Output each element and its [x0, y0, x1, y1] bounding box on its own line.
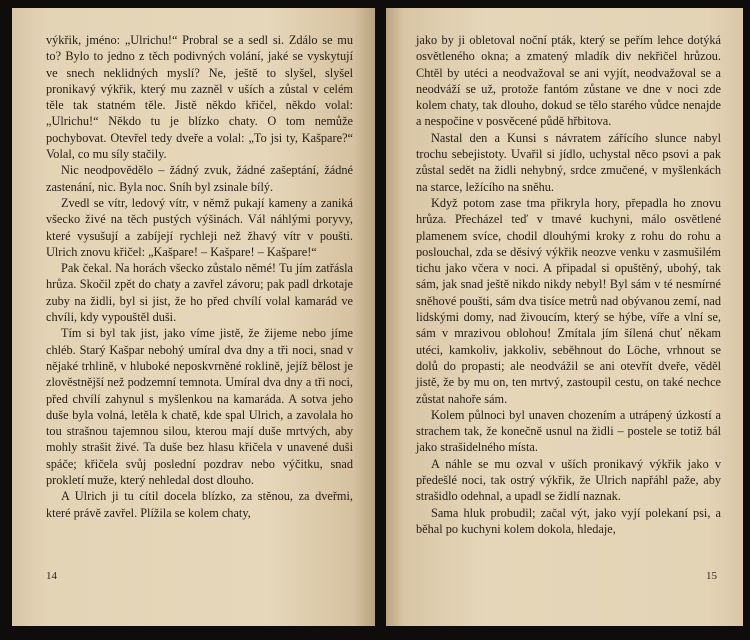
paragraph: Pak čekal. Na horách všecko zůstalo němé! Tu jím zatřásla hrůza. Skočil zpět do chaty a zavřel závoru; pak padl drkotaje zuby na židli, byl si jist, že ho před chvílí volal kamarád ve chvíli, kdy vypouštěl duši. [46, 261, 353, 325]
paragraph: A náhle se mu ozval v uších pronikavý výkřik jako v předešlé noci, tak ostrý výkřik, že Ulrich napřáhl paže, aby strašidlo odehnal, a upadl se židlí naznak. [416, 456, 721, 504]
left-page [12, 8, 375, 626]
left-page-text [46, 32, 353, 521]
paragraph: Nic neodpovědělo – žádný zvuk, žádné zašeptání, žádné zastenání, nic. Byla noc. Sníh byl zsinale bílý. [46, 163, 353, 194]
paragraph: Nastal den a Kunsi s návratem zářícího slunce nabyl trochu sebejistoty. Uvařil si jídlo, uchystal něco psovi a pak zůstal sedět na židli nehybný, srdce zmučené, v myšlenkách na starce, ležícího na sněhu. [416, 130, 721, 194]
paragraph: Zvedl se vítr, ledový vítr, v němž pukají kameny a zaniká všecko živé na těch pustých výšinách. Vál náhlými poryvy, které vysušují a zabíjejí rychleji než žhavý vítr v poušti. Ulrich znovu křičel: „Kašpare! – Kašpare! – Kašpare!“ [46, 195, 353, 259]
paragraph: výkřik, jméno: „Ulrichu!“ Probral se a sedl si. Zdálo se mu to? Bylo to jedno z těch podivných volání, jaké se vyskytují ve snech neklidných myslí? Ne, ještě to slyšel, slyšel pronikavý výkřik, který mu zazněl v uších a zůstal v celém těle tak statném těle. Jistě někdo křičel, někdo volal: „Ulrichu!“ Někdo tu je blízko chaty. O tom nemůže pochybovat. Otevřel tedy dveře a volal: „To jsi ty, Kašpare?“ Volal, co mu síly stačily. [46, 33, 353, 162]
paragraph: Kolem půlnoci byl unaven chozením a utrápený úzkostí a strachem tak, že konečně usnul na židli – postele se totiž bál jako strašidelného místa. [416, 407, 721, 455]
page-number: 14 [46, 570, 57, 582]
right-page-text [416, 32, 721, 537]
right-page [386, 8, 743, 626]
paragraph: Když potom zase tma přikryla hory, přepadla ho znovu hrůza. Přecházel teď v tmavé kuchyni, málo osvětlené plamenem svíce, chodil dlouhými kroky z rohu do rohu a poslouchal, zda se děsivý výkřik neozve venku v zasmušilém tichu jako včera v noci. A připadal si opuštěný, ubohý, tak sám, jak snad ještě nikdo nikdy nebyl! Byl sám v té nesmírné sněhové poušti, sám dva tisíce metrů nad obývanou zemí, nad lidskými domy, nad živoucím, který se hýbe, víře a vlní se, sám v mrazivou oblohou! Zmítala jím šílená chuť někam utéci, kamkoliv, jakkoliv, seběhnout do Löche, vrhnout se dolů do propasti; ale neodvážil se ani otevřít dveře, věděl jistě, že by mu on, ten mrtvý, zastoupil cestu, on také nechce zůstat nahoře sám. [416, 195, 721, 406]
paragraph: Sama hluk probudil; začal výt, jako vyjí polekaní psi, a běhal po kuchyni kolem dokola, hledaje, [416, 505, 721, 536]
paragraph: Tím si byl tak jist, jako víme jistě, že žijeme nebo jíme chléb. Starý Kašpar nebohý umíral dva dny a tři noci, snad v nějaké trhlině, v hluboké neposkvrněné roklině, jejíž bělost je zlověstnější než podzemní temnota. Umíral dva dny a tři noci, před chvílí zahynul s myšlenkou na kamaráda. A sotva jeho duše byla volná, letěla k chatě, kde spal Ulrich, a zavolala ho tou strašnou tajemnou silou, kterou mají duše mrtvých, aby mohly strašit živé. Ta duše bez hlasu křičela v unavené duši spáče; křičela svůj poslední pozdrav nebo výčitku, snad prokletí muže, který nehledal dost dlouho. [46, 326, 353, 488]
paragraph: A Ulrich ji tu cítil docela blízko, za stěnou, za dveřmi, které právě zavřel. Plížila se kolem chaty, [46, 489, 353, 520]
page-number: 15 [706, 570, 717, 582]
paragraph: jako by ji obletoval noční pták, který se peřím lehce dotýká osvětleného okna; a zmatený mladík div nekřičel hrůzou. Chtěl by utéci a neodvažoval se ani vyjít, neodvažoval se a neodváží se už, protože fantóm zůstane ve dne v noci zde kolem chaty, tak dlouho, dokud se tělo starého vůdce nenajde a nespočine v posvěcené půdě hřbitova. [416, 33, 721, 129]
